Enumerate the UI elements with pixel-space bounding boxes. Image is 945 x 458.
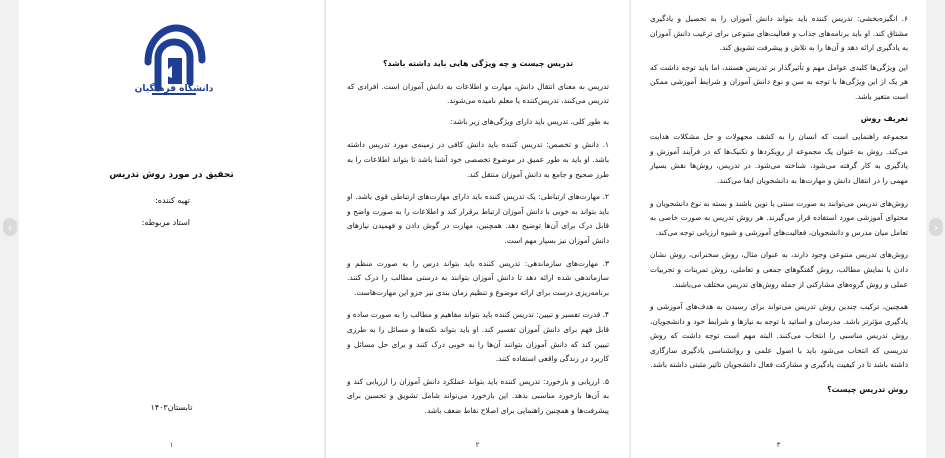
next-page-chevron-right-icon[interactable]: › — [929, 218, 943, 236]
list-item: ۵. ارزیابی و بازخورد: تدریس کننده باید بتواند عملکرد دانش آموزان را ارزیابی کند و به آن‌ها بازخورد مناسبی بدهد. این بازخورد می‌تواند شامل تشویق و تحسین برای پیشرفت‌ها و همچنین راهنمایی برای اصلاح نقاط ضعف باشد. — [347, 376, 609, 415]
page-number: ۲ — [475, 441, 480, 449]
cover-title: تحقیق در مورد روش تدریس — [109, 170, 234, 180]
section-heading: روش تدریس چیست؟ — [827, 385, 908, 395]
paragraph: مجموعه راهنمایی است که انسان را به کشف مجهولات و حل مشکلات هدایت می‌کند. روش به عنوان یک مجموعه از رویکردها و تکنیک‌ها که در فرآیند آموزش و یادگیری به کار گرفته می‌شود، شناخته می‌شود. در تدریس، روش‌ها نقش بسیار مهمی را در انتقال دانش و مهارت‌ها به دانشجویان ایفا می‌کنند. — [650, 132, 908, 185]
advisor-label: استاد مربوطه: — [141, 218, 190, 227]
cover-year: تابستان۱۴۰۳ — [150, 403, 193, 412]
section-heading: تدریس چیست و چه ویژگی هایی باید داشته باشد؟ — [382, 59, 574, 68]
list-item: ۴. قدرت تفسیر و تبیین: تدریس کننده باید بتواند مفاهیم و مطالب را به صورت ساده و قابل فهم برای دانش آموزان تفسیر کند. او باید بتواند نکته‌ها و مسائل را به طرزی تبیین کند که دانش آموزان بتوانند آن‌ها را به خوبی درک کنند و برای حل مسائل و کاربرد در زندگی واقعی استفاده کنند. — [347, 310, 609, 364]
list-item: ۱. دانش و تخصص: تدریس کننده باید دانش کافی در زمینه‌ی مورد تدریس داشته باشد. او باید به طور عمیق در موضوع تخصصی خود آشنا باشد تا بتواند اطلاعات را به طرز صحیح و جامع به دانش آموزان منتقل کند. — [347, 140, 609, 179]
university-logo-icon — [104, 18, 244, 108]
page-2-body — [347, 0, 609, 418]
list-item: ۲. مهارت‌های ارتباطی: یک تدریس کننده باید دارای مهارت‌های ارتباطی قوی باشد. او باید بتواند به خوبی با دانش آموزان ارتباط برقرار کند و اطلاعات را به صورت واضح و قابل درک برای آن‌ها توضیح دهد. همچنین، مهارت در گوش دادن و فهمیدن نیازهای دانش آموزان نیز بسیار مهم است. — [347, 192, 609, 245]
page-number: ۱ — [169, 441, 174, 449]
prev-page-chevron-left-icon[interactable]: ‹ — [3, 218, 17, 236]
page-cover — [19, 0, 324, 458]
prepared-by-label: تهیه کننده: — [155, 196, 190, 205]
page-3 — [630, 0, 926, 458]
list-item: ۳. مهارت‌های سازماندهی: تدریس کننده باید بتواند درس را به صورت منظم و سازماندهی شده ارائه دهد تا دانش آموزان بتوانند به درستی مطالب را درک کنند. برنامه‌ریزی درست برای ارائه موضوع و تنظیم زمان بندی نیز جزو این مهارت‌هاست. — [347, 258, 609, 297]
paragraph: تدریس به معنای انتقال دانش، مهارت و اطلاعات به دانش آموزان است. افرادی که تدریس می‌کنند، تدریس‌کننده یا معلم نامیده می‌شوند. — [347, 81, 609, 106]
paragraph: روش‌های تدریس متنوعی وجود دارند، به عنوان مثال، روش سخنرانی، روش نشان دادن با نمایش مطالب، روش گفتگوهای جمعی و تعاملی، روش تمرینات و تجربیات عملی و روش گروه‌های مشارکتی از جمله روش‌های تدریس مختلف می‌باشند. — [650, 250, 908, 289]
section-heading: تعریف روش — [860, 113, 908, 123]
list-item: ۶. انگیزه‌بخشی: تدریس کننده باید بتواند دانش آموزان را به تحصیل و یادگیری مشتاق کند. او باید برنامه‌های جذاب و فعالیت‌های متنوعی برای ترغیب دانش آموزان به یادگیری ارائه دهد و آن‌ها را به تلاش و پیشرفت تشویق کند. — [650, 14, 908, 53]
page-number: ۳ — [776, 441, 781, 449]
paragraph: این ویژگی‌ها کلیدی عوامل مهم و تأثیرگذار بر تدریس هستند، اما باید توجه داشت که هر یک از این ویژگی‌ها با توجه به سن و نوع دانش آموزان و شرایط آموزشی ممکن است متغیر باشد. — [650, 62, 908, 101]
logo-caption: دانشگاه فرهنگیان — [134, 84, 214, 94]
page-3-body — [650, 0, 908, 398]
paragraph: روش‌های تدریس می‌توانند به صورت سنتی یا نوین باشند و بسته به نوع دانشجویان و محتوای آموزشی مورد استفاده قرار می‌گیرند. هر روش تدریس به صورت خاصی به تعامل میان مدرس و دانشجویان، فعالیت‌های آموزشی و شیوه ارزیابی توجه می‌کند. — [650, 198, 908, 237]
paragraph: به طور کلی، تدریس باید دارای ویژگی‌های زیر باشد: — [450, 116, 609, 126]
page-2 — [325, 0, 629, 458]
paragraph: همچنین، ترکیب چندین روش تدریس می‌تواند برای رسیدن به هدف‌های آموزشی و یادگیری مؤثرتر باشد. مدرسان و اساتید با توجه به نیازها و شرایط خود و دانشجویان، روش تدریس مناسبی را انتخاب می‌کنند. البته مهم است توجه داشت که روش تدریسی که انتخاب می‌شود باید با اصول علمی و روانشناسی یادگیری سازگاری داشته باشد تا در کیفیت یادگیری و مشارکت فعال دانشجویان تاثیر مثبتی داشته باشد. — [650, 302, 908, 370]
